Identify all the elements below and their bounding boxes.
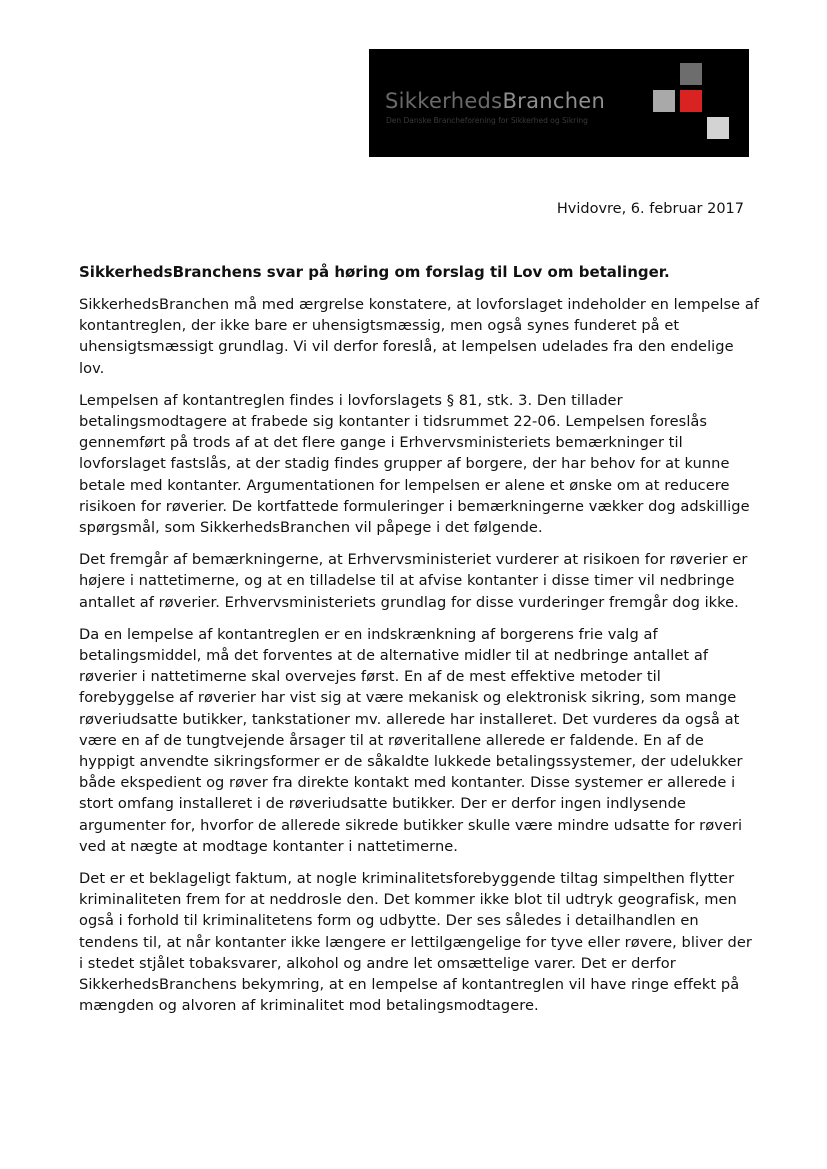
body-paragraph: SikkerhedsBranchen må med ærgrelse konstatere, at lovforslaget indeholder en lempelse af kontantreglen, der ikke bare er uhensigtsmæssig, men også synes funderet på et uhensigtsmæssigt grundlag. Vi vil derfor foreslå, at lempelsen udelades fra den endelige lov. <box>79 296 760 377</box>
logo-square-light-gray <box>707 117 729 139</box>
logo-wordmark: SikkerhedsBranchen <box>385 89 606 113</box>
body-paragraph: Da en lempelse af kontantreglen er en indskrænkning af borgerens frie valg af betalingsmiddel, må det forventes at de alternative midler til at nedbringe antallet af røverier i nattetimerne skal overvejes først. En af de mest effektive metoder til forebyggelse af røverier har vist sig at være mekanisk og elektronisk sikring, som mange røveriudsatte butikker, tankstationer mv. allerede har installeret. Det vurderes da også at være en af de tungtvejende årsager til at røveritallene allerede er faldende. En af de hyppigt anvendte sikringsformer er de såkaldte lukkede betalingssystemer, der udelukker både ekspedient og røver fra direkte kontakt med kontanter. Disse systemer er allerede i stort omfang installeret i de røveriudsatte butikker. Der er derfor ingen indlysende argumenter for, hvorfor de allerede sikrede butikker skulle være mindre udsatte for røveri ved at nægte at modtage kontanter i nattetimerne. <box>79 625 743 855</box>
company-logo <box>369 49 749 157</box>
logo-square-mid-gray <box>653 90 675 112</box>
letter-body <box>79 294 759 1028</box>
body-paragraph: Lempelsen af kontantreglen findes i lovforslagets § 81, stk. 3. Den tillader betalingsmodtagere at frabede sig kontanter i tidsrummet 22-06. Lempelsen foreslås gennemført på trods af at det flere gange i Erhvervsministeriets bemærkninger til lovforslaget fastslås, at der stadig findes grupper af borgere, der har behov for at kunne betale med kontanter. Argumentationen for lempelsen er alene et ønske om at reducere risikoen for røverier. De kortfattede formuleringer i bemærkningerne vækker dog adskillige spørgsmål, som SikkerhedsBranchen vil påpege i det følgende. <box>79 391 750 537</box>
logo-square-red <box>680 90 702 112</box>
body-paragraph: Det fremgår af bemærkningerne, at Erhvervsministeriet vurderer at risikoen for røverier er højere i nattetimerne, og at en tilladelse til at afvise kontanter i disse timer vil nedbringe antallet af røverier. Erhvervsministeriets grundlag for disse vurderinger fremgår dog ikke. <box>79 551 748 611</box>
letter-heading: SikkerhedsBranchens svar på høring om forslag til Lov om betalinger. <box>79 263 670 281</box>
letter-date: Hvidovre, 6. februar 2017 <box>556 201 744 217</box>
body-paragraph: Det er et beklageligt faktum, at nogle kriminalitetsforebyggende tiltag simpelthen flytter kriminaliteten frem for at neddrosle den. Det kommer ikke blot til udtryk geografisk, men også i forhold til kriminalitetens form og udbytte. Der ses således i detailhandlen en tendens til, at når kontanter ikke længere er lettilgængelige for tyve eller røvere, bliver der i stedet stjålet tobaksvarer, alkohol og andre let omsættelige varer. Det er derfor SikkerhedsBranchens bekymring, at en lempelse af kontantreglen vil have ringe effekt på mængden og alvoren af kriminalitet mod betalingsmodtagere. <box>79 870 752 1015</box>
logo-tagline: Den Danske Brancheforening for Sikkerhed og Sikring <box>386 116 588 125</box>
logo-square-dark-gray <box>680 63 702 85</box>
